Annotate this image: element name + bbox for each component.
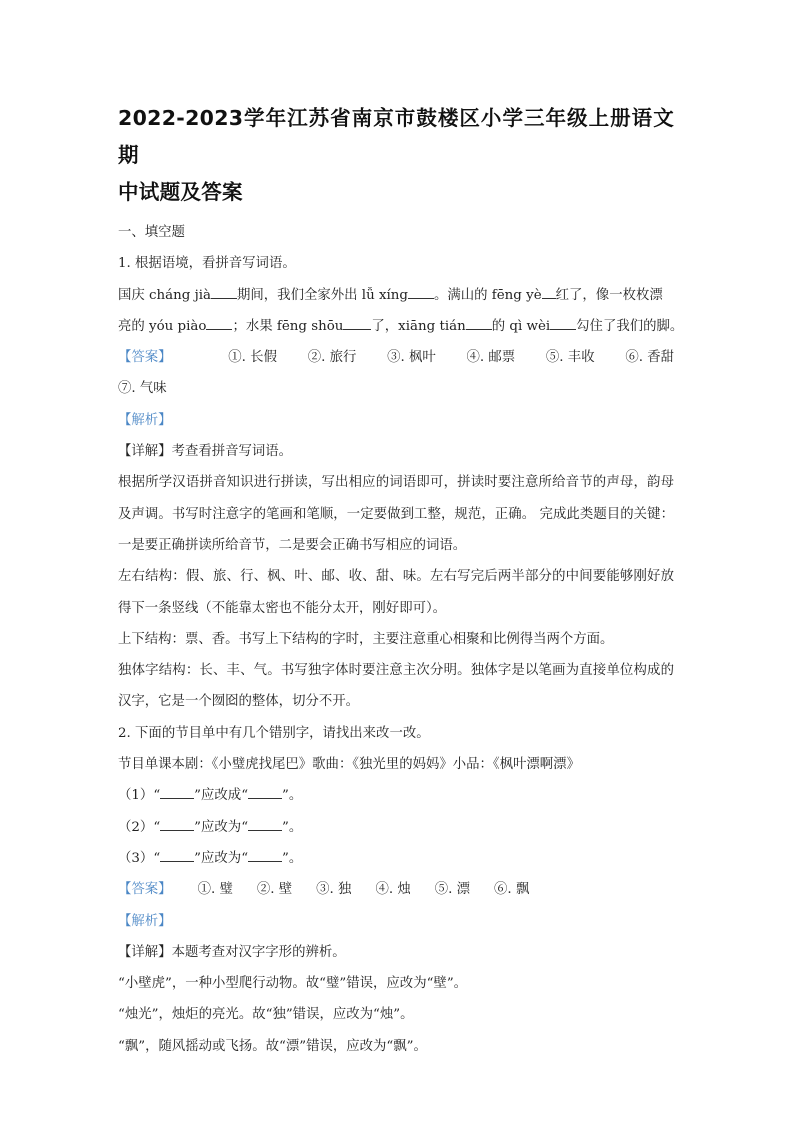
q1-text-part: 期间，我们全家外出 lǚ xíng bbox=[237, 287, 408, 303]
answer-blank bbox=[542, 286, 556, 299]
q1-answer-row bbox=[118, 342, 674, 373]
q1-text-part: 亮的 yóu piào bbox=[118, 318, 207, 334]
q2-detail-line: “小壁虎”，一种小型爬行动物。故“璧”错误，应改为“壁”。 bbox=[118, 976, 468, 992]
q2-program-list: 节目单课本剧：《小璧虎找尾巴》歌曲：《独光里的妈妈》小品：《枫叶漂啊漂》 bbox=[118, 757, 580, 773]
title-line-1: 2022-2023学年江苏省南京市鼓楼区小学三年级上册语文期 bbox=[118, 106, 674, 167]
q2-detail-intro bbox=[118, 937, 674, 968]
item-text: ”应改成“ bbox=[194, 788, 249, 804]
q1-text-part: 红了，像一枚枚漂 bbox=[555, 287, 663, 303]
quote-open: “ bbox=[153, 850, 161, 866]
q1-prompt: 1. 根据语境，看拼音写词语。 bbox=[118, 256, 296, 272]
answer-item: ②. 壁 bbox=[256, 882, 293, 898]
answer-item: ⑥. 香甜 bbox=[625, 350, 674, 366]
q1-detail-paragraph: 左右结构：假、旅、行、枫、叶、邮、收、甜、味。左右写完后两半部分的中间要能够刚好放得下一条竖线（不能靠太密也不能分太开，刚好即可）。 bbox=[118, 569, 674, 616]
quote-open: “ bbox=[153, 819, 161, 835]
q1-text-part: ；水果 fēng shōu bbox=[232, 318, 344, 334]
q1-text-part: 国庆 cháng jià bbox=[118, 287, 212, 303]
answer-blank bbox=[466, 317, 492, 330]
answer-item: ③. 枫叶 bbox=[387, 350, 436, 366]
answer-blank bbox=[160, 849, 194, 862]
q1-detail-paragraph: 上下结构：票、香。书写上下结构的字时，主要注意重心相聚和比例得当两个方面。 bbox=[118, 631, 614, 647]
answer-blank bbox=[248, 786, 282, 799]
answer-blank bbox=[211, 286, 237, 299]
answer-blank bbox=[206, 317, 232, 330]
item-number: （3） bbox=[118, 850, 154, 866]
q2-fill-item bbox=[118, 780, 674, 811]
q1-text-part: 。满山的 fēng yè bbox=[433, 287, 542, 303]
detail-intro-text: 考查看拼音写词语。 bbox=[171, 444, 293, 460]
item-number: （1） bbox=[118, 788, 154, 804]
detail-tag: 【详解】 bbox=[118, 444, 172, 460]
q2-fill-item bbox=[118, 812, 674, 843]
answer-blank bbox=[248, 818, 282, 831]
quote-close: ”。 bbox=[282, 788, 303, 804]
answer-item: ①. 长假 bbox=[228, 350, 277, 366]
analysis-tag: 【解析】 bbox=[118, 412, 172, 428]
q1-answer-row-2 bbox=[118, 373, 674, 404]
section-heading: 一、填空题 bbox=[118, 225, 185, 240]
answer-tag: 【答案】 bbox=[118, 882, 172, 898]
answer-item: ④. 邮票 bbox=[466, 350, 516, 366]
answer-item: ③. 独 bbox=[316, 882, 352, 898]
answer-item: ⑤. 丰收 bbox=[545, 350, 595, 366]
q2-detail-line: “飘”，随风摇动或飞扬。故“漂”错误，应改为“飘”。 bbox=[118, 1038, 427, 1054]
answer-blank bbox=[160, 818, 194, 831]
answer-item: ⑤. 漂 bbox=[434, 882, 471, 898]
answer-item: ④. 烛 bbox=[375, 882, 411, 898]
item-text: ”应改为“ bbox=[194, 819, 249, 835]
q1-text-line-2 bbox=[118, 311, 684, 342]
analysis-tag: 【解析】 bbox=[118, 913, 172, 929]
answer-blank bbox=[160, 786, 194, 799]
answer-blank bbox=[408, 286, 434, 299]
q1-text-line-1 bbox=[118, 280, 674, 311]
answer-blank bbox=[550, 317, 576, 330]
item-text: ”应改为“ bbox=[194, 850, 249, 866]
q2-fill-item bbox=[118, 843, 674, 874]
answer-item: ⑥. 飘 bbox=[494, 882, 530, 898]
quote-open: “ bbox=[153, 788, 161, 804]
answer-blank bbox=[248, 849, 282, 862]
document-page bbox=[118, 100, 684, 1062]
answer-item: ②. 旅行 bbox=[307, 350, 357, 366]
quote-close: ”。 bbox=[282, 850, 303, 866]
answer-blank bbox=[343, 317, 371, 330]
q2-prompt: 2. 下面的节目单中有几个错别字，请找出来改一改。 bbox=[118, 725, 430, 741]
answer-tag: 【答案】 bbox=[118, 350, 172, 366]
quote-close: ”。 bbox=[282, 819, 303, 835]
item-number: （2） bbox=[118, 819, 154, 835]
q1-text-part: 勾住了我们的脚。 bbox=[576, 318, 684, 334]
answer-item: ⑦. 气味 bbox=[118, 381, 167, 397]
detail-intro-text: 本题考查对汉字字形的辨析。 bbox=[171, 944, 346, 960]
answer-item: ①. 璧 bbox=[197, 882, 233, 898]
q2-answer-row bbox=[118, 874, 674, 905]
document-title bbox=[118, 100, 674, 211]
q1-detail-paragraph: 独体字结构：长、丰、气。书写独字体时要注意主次分明。独体字是以笔画为直接单位构成的汉字，它是一个囫囵的整体，切分不开。 bbox=[118, 663, 674, 710]
q1-text-part: 的 qì wèi bbox=[491, 318, 551, 334]
detail-tag: 【详解】 bbox=[118, 944, 172, 960]
q2-detail-line: “烛光”，烛炬的亮光。故“独”错误，应改为“烛”。 bbox=[118, 1007, 414, 1023]
q1-detail-paragraph: 根据所学汉语拼音知识进行拼读，写出相应的词语即可，拼读时要注意所给音节的声母，韵母及声调。书写时注意字的笔画和笔顺，一定要做到工整，规范，正确。 完成此类题目的关键：一是要正确拼读所给音节，二是要会正确书写相应的词语。 bbox=[118, 475, 674, 553]
q1-detail-intro bbox=[118, 436, 674, 467]
title-line-2: 中试题及答案 bbox=[118, 180, 243, 204]
q1-text-part: 了，xiāng tián bbox=[371, 318, 466, 334]
